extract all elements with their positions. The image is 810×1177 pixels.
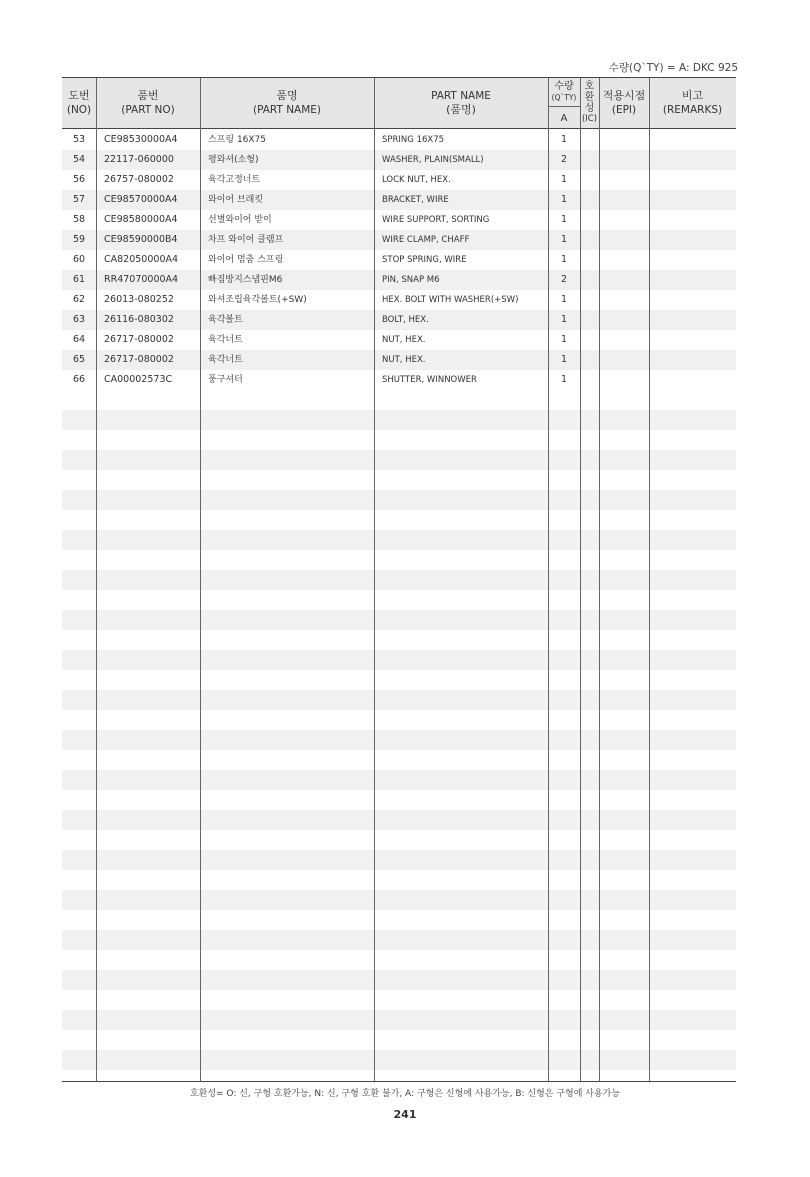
row-part-no: 26717-080002 — [104, 334, 174, 345]
row-qty: 1 — [560, 374, 568, 385]
row-no: 56 — [72, 174, 86, 185]
header-qty-kr: 수량 — [554, 81, 574, 92]
row-name-en: STOP SPRING, WIRE — [382, 255, 467, 265]
qty-note: 수량(Q`TY) = A: DKC 925 — [608, 62, 738, 74]
row-name-en: BRACKET, WIRE — [382, 195, 449, 205]
row-name-kr: 선별와이어 받이 — [208, 215, 272, 225]
table-row — [62, 250, 736, 270]
row-name-en: SPRING 16X75 — [382, 135, 445, 145]
header-ic — [580, 78, 599, 128]
shade-band — [62, 410, 736, 430]
row-name-kr: 와셔조립육각볼트(+SW) — [208, 295, 307, 305]
row-name-en: WIRE SUPPORT, SORTING — [382, 215, 490, 225]
row-no: 63 — [72, 314, 86, 325]
row-qty: 1 — [560, 314, 568, 325]
row-name-kr: 육각볼트 — [208, 315, 243, 325]
header-ic-en: (IC) — [581, 114, 598, 124]
table-row — [62, 230, 736, 250]
row-name-kr: 풍구셔터 — [208, 375, 243, 385]
table-row — [62, 150, 736, 170]
row-name-en: SHUTTER, WINNOWER — [382, 375, 477, 385]
row-qty: 1 — [560, 294, 568, 305]
header-name-kr: 품명 — [276, 89, 298, 102]
row-qty: 1 — [560, 354, 568, 365]
row-name-en: NUT, HEX. — [382, 335, 426, 345]
header-ic-3: 성 — [584, 103, 595, 114]
shade-band — [62, 1050, 736, 1070]
row-qty: 1 — [560, 254, 568, 265]
shade-band — [62, 850, 736, 870]
header-epi-kr: 적용시점 — [602, 89, 646, 102]
row-no: 54 — [72, 154, 86, 165]
row-part-no: 22117-060000 — [104, 154, 174, 165]
shade-band — [62, 970, 736, 990]
shade-band — [62, 810, 736, 830]
table-row — [62, 170, 736, 190]
col-divider — [580, 78, 581, 1081]
shade-band — [62, 610, 736, 630]
table-row — [62, 130, 736, 150]
col-divider — [649, 78, 650, 1081]
table-row — [62, 330, 736, 350]
table-row — [62, 210, 736, 230]
shade-band — [62, 450, 736, 470]
header-pn-en: (PART NO) — [121, 104, 175, 116]
row-name-kr: 차프 와이어 클램프 — [208, 235, 284, 245]
header-no — [62, 78, 96, 128]
row-no: 65 — [72, 354, 86, 365]
table-row — [62, 310, 736, 330]
col-divider — [548, 78, 549, 1081]
shade-band — [62, 690, 736, 710]
row-name-en: LOCK NUT, HEX. — [382, 175, 451, 185]
row-name-en: BOLT, HEX. — [382, 315, 429, 325]
header-name-en: (PART NAME) — [252, 104, 322, 116]
table-row — [62, 270, 736, 290]
row-no: 53 — [72, 134, 86, 145]
row-name-kr: 평와셔(소형) — [208, 155, 259, 165]
table-body — [62, 130, 736, 390]
row-name-en: WIRE CLAMP, CHAFF — [382, 235, 470, 245]
col-divider — [96, 78, 97, 1081]
shade-band — [62, 730, 736, 750]
table-row — [62, 290, 736, 310]
row-qty: 2 — [560, 274, 568, 285]
row-name-kr: 육각너트 — [208, 335, 243, 345]
col-divider — [374, 78, 375, 1081]
header-no-en: (NO) — [66, 104, 92, 116]
row-part-no: 26717-080002 — [104, 354, 174, 365]
col-divider — [200, 78, 201, 1081]
row-name-en: NUT, HEX. — [382, 355, 426, 365]
row-name-kr: 빠짐방지스냅핀M6 — [208, 275, 283, 285]
row-part-no: CE98570000A4 — [104, 194, 178, 205]
row-no: 60 — [72, 254, 86, 265]
row-part-no: 26116-080302 — [104, 314, 174, 325]
table-row — [62, 370, 736, 390]
page-number: 241 — [393, 1108, 417, 1121]
row-name-en: WASHER, PLAIN(SMALL) — [382, 155, 484, 165]
header-rem-kr: 비고 — [681, 89, 704, 102]
header-remarks — [649, 78, 736, 128]
shade-band — [62, 490, 736, 510]
parts-table — [62, 77, 736, 1082]
shade-band — [62, 770, 736, 790]
row-name-kr: 육각너트 — [208, 355, 243, 365]
header-pname-en: PART NAME — [431, 90, 491, 102]
shade-band — [62, 570, 736, 590]
shade-band — [62, 890, 736, 910]
row-no: 57 — [72, 194, 86, 205]
compatibility-note: 호환성= O: 신, 구형 호환가능, N: 신, 구형 호환 불가, A: 구형은 신형에 사용가능, B: 신형은 구형에 사용가능 — [189, 1089, 621, 1099]
header-qty-en: (Q`TY) — [551, 93, 577, 102]
header-part-name-en — [374, 78, 548, 128]
row-name-kr: 육각고정너트 — [208, 175, 261, 185]
table-row — [62, 350, 736, 370]
row-no: 64 — [72, 334, 86, 345]
row-qty: 1 — [560, 334, 568, 345]
row-part-no: CE98590000B4 — [104, 234, 178, 245]
row-qty: 1 — [560, 134, 568, 145]
header-pn-kr: 품번 — [137, 89, 159, 102]
row-name-en: HEX. BOLT WITH WASHER(+SW) — [382, 295, 519, 305]
header-no-kr: 도번 — [68, 89, 90, 102]
row-name-en: PIN, SNAP M6 — [382, 275, 440, 285]
row-no: 62 — [72, 294, 86, 305]
row-no: 61 — [72, 274, 86, 285]
row-qty: 1 — [560, 234, 568, 245]
header-epi — [599, 78, 649, 128]
shade-band — [62, 930, 736, 950]
col-divider — [599, 78, 600, 1081]
row-part-no: CE98530000A4 — [104, 134, 178, 145]
row-no: 58 — [72, 214, 86, 225]
row-no: 66 — [72, 374, 86, 385]
header-part-name — [200, 78, 374, 128]
table-header — [62, 78, 736, 129]
row-name-kr: 와이어 브래킷 — [208, 195, 264, 205]
row-part-no: RR47070000A4 — [104, 274, 179, 285]
table-row — [62, 190, 736, 210]
header-pname-kr: (품명) — [446, 103, 476, 116]
header-qty — [548, 78, 580, 128]
row-part-no: CE98580000A4 — [104, 214, 178, 225]
row-part-no: CA82050000A4 — [104, 254, 179, 265]
header-part-no — [96, 78, 200, 128]
row-part-no: CA00002573C — [104, 374, 173, 385]
header-ic-2: 환 — [584, 92, 595, 103]
header-rem-en: (REMARKS) — [662, 104, 723, 116]
row-no: 59 — [72, 234, 86, 245]
shade-band — [62, 650, 736, 670]
row-qty: 2 — [560, 154, 568, 165]
row-part-no: 26757-080002 — [104, 174, 174, 185]
row-name-kr: 스프링 16X75 — [208, 135, 267, 145]
row-part-no: 26013-080252 — [104, 294, 174, 305]
header-qty-a: A — [560, 112, 568, 124]
row-name-kr: 와이어 멈춤 스프링 — [208, 255, 284, 265]
shade-band — [62, 1010, 736, 1030]
header-ic-1: 호 — [584, 81, 595, 92]
row-qty: 1 — [560, 174, 568, 185]
header-epi-en: (EPI) — [611, 104, 637, 116]
shade-band — [62, 530, 736, 550]
row-qty: 1 — [560, 214, 568, 225]
row-qty: 1 — [560, 194, 568, 205]
